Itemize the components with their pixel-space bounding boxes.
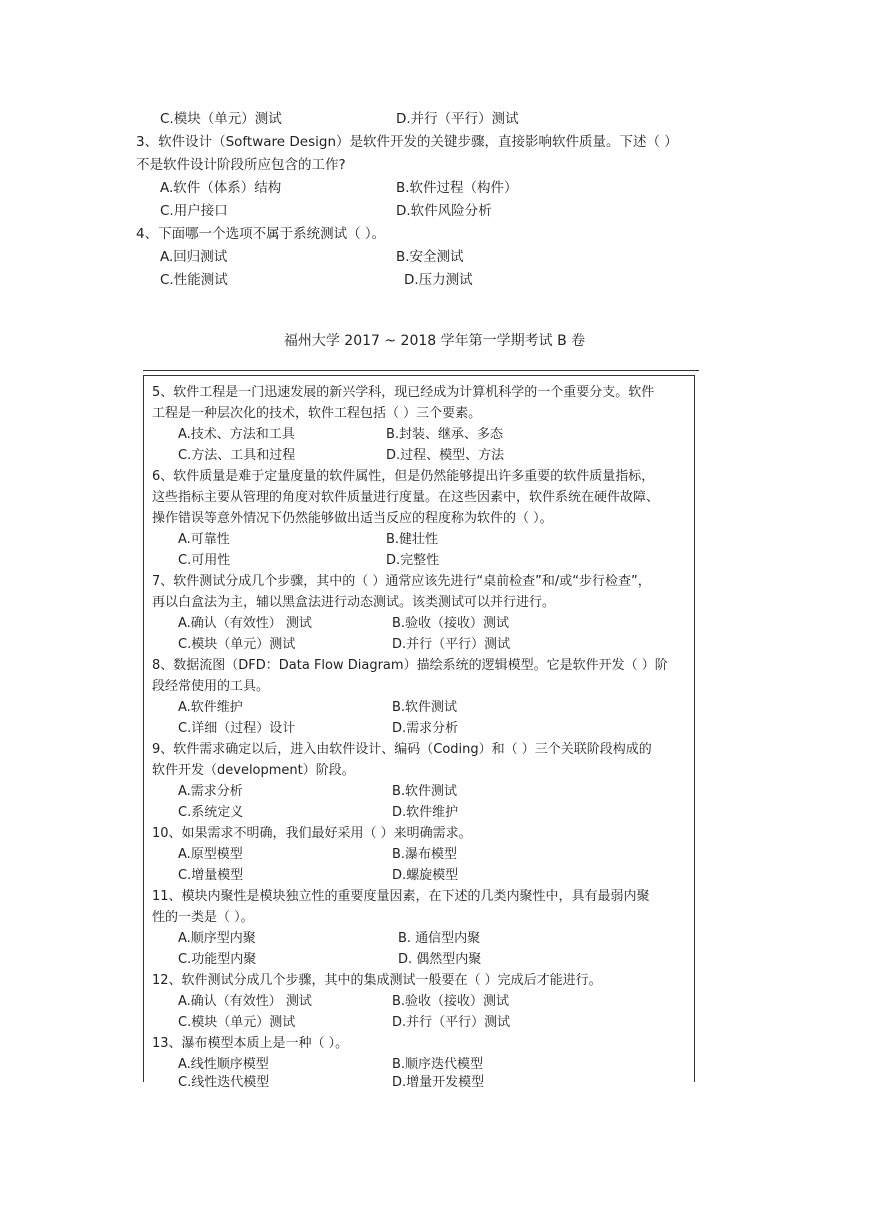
option-d: D. 偶然型内聚 xyxy=(398,952,482,967)
option-b: B.瀑布模型 xyxy=(392,847,458,862)
option-d: D.完整性 xyxy=(386,553,440,568)
question-text: 再以白盒法为主，辅以黑盒法进行动态测试。该类测试可以并行进行。 xyxy=(152,595,556,610)
option-c: C.模块（单元）测试 xyxy=(160,111,282,127)
question-text: 段经常使用的工具。 xyxy=(152,679,270,694)
option-a: A.回归测试 xyxy=(160,249,228,265)
question-text: 10、如果需求不明确，我们最好采用（ ）来明确需求。 xyxy=(152,826,472,841)
question-text: 12、软件测试分成几个步骤，其中的集成测试一般要在（ ）完成后才能进行。 xyxy=(152,973,602,988)
option-d: D.增量开发模型 xyxy=(392,1075,485,1090)
question-text: 3、软件设计（Software Design）是软件开发的关键步骤，直接影响软件质量。下述（ ） xyxy=(136,134,678,150)
option-d: D.并行（平行）测试 xyxy=(392,637,511,652)
option-d: D.并行（平行）测试 xyxy=(392,1015,511,1030)
question-text: 不是软件设计阶段所应包含的工作? xyxy=(136,157,346,173)
option-b: B.封装、继承、多态 xyxy=(386,427,504,442)
option-b: B.验收（接收）测试 xyxy=(392,616,510,631)
option-c: C.功能型内聚 xyxy=(178,952,257,967)
option-b: B.软件测试 xyxy=(392,700,458,715)
option-c: C.模块（单元）测试 xyxy=(178,1015,296,1030)
option-a: A.线性顺序模型 xyxy=(178,1057,269,1072)
header-divider xyxy=(143,370,699,371)
option-c: C.方法、工具和过程 xyxy=(178,448,296,463)
option-b: B.健壮性 xyxy=(386,532,439,547)
option-b: B.软件过程（构件） xyxy=(396,180,518,196)
option-a: A.软件（体系）结构 xyxy=(160,180,282,196)
question-text: 软件开发（development）阶段。 xyxy=(152,763,355,778)
option-a: A.确认（有效性） 测试 xyxy=(178,616,312,631)
option-a: A.需求分析 xyxy=(178,784,243,799)
option-b: B.验收（接收）测试 xyxy=(392,994,510,1009)
question-text: 7、软件测试分成几个步骤，其中的（ ）通常应该先进行“桌前检查”和/或“步行检查”， xyxy=(152,574,651,589)
option-d: D.软件维护 xyxy=(392,805,459,820)
question-text: 这些指标主要从管理的角度对软件质量进行度量。在这些因素中，软件系统在硬件故障、 xyxy=(152,490,660,505)
option-d: D.过程、模型、方法 xyxy=(386,448,505,463)
option-a: A.可靠性 xyxy=(178,532,230,547)
option-c: C.线性迭代模型 xyxy=(178,1075,270,1090)
option-a: A.软件维护 xyxy=(178,700,243,715)
boxed-question-section xyxy=(143,375,695,1090)
question-text: 11、模块内聚性是模块独立性的重要度量因素，在下述的几类内聚性中，具有最弱内聚 xyxy=(152,889,650,904)
option-a: A.顺序型内聚 xyxy=(178,931,256,946)
option-c: C.增量模型 xyxy=(178,868,244,883)
question-text: 8、数据流图（DFD：Data Flow Diagram）描绘系统的逻辑模型。它是软件开发（ ）阶 xyxy=(152,658,668,673)
option-a: A.技术、方法和工具 xyxy=(178,427,295,442)
question-text: 工程是一种层次化的技术，软件工程包括（ ）三个要素。 xyxy=(152,406,482,421)
question-text: 4、下面哪一个选项不属于系统测试（ ）。 xyxy=(136,226,386,242)
option-d: D.需求分析 xyxy=(392,721,459,736)
option-d: D.软件风险分析 xyxy=(396,203,492,219)
question-text: 6、软件质量是难于定量度量的软件属性，但是仍然能够提出许多重要的软件质量指标， xyxy=(152,469,655,484)
option-c: C.系统定义 xyxy=(178,805,244,820)
option-d: D.并行（平行）测试 xyxy=(396,111,519,127)
option-c: C.详细（过程）设计 xyxy=(178,721,296,736)
question-text: 9、软件需求确定以后，进入由软件设计、编码（Coding）和（ ）三个关联阶段构成的 xyxy=(152,742,652,757)
exam-header-title: 福州大学 2017 ~ 2018 学年第一学期考试 B 卷 xyxy=(283,333,586,349)
question-text: 操作错误等意外情况下仍然能够做出适当反应的程度称为软件的（ ）。 xyxy=(152,511,553,526)
option-a: A.原型模型 xyxy=(178,847,243,862)
question-text: 13、瀑布模型本质上是一种（ ）。 xyxy=(152,1036,349,1051)
option-c: C.用户接口 xyxy=(160,203,228,219)
option-b: B.软件测试 xyxy=(392,784,458,799)
question-text: 5、软件工程是一门迅速发展的新兴学科，现已经成为计算机科学的一个重要分支。软件 xyxy=(152,385,655,400)
option-b: B. 通信型内聚 xyxy=(398,931,481,946)
option-c: C.可用性 xyxy=(178,553,231,568)
question-text: 性的一类是（ ）。 xyxy=(152,910,254,925)
option-a: A.确认（有效性） 测试 xyxy=(178,994,312,1009)
option-d: D.压力测试 xyxy=(404,272,473,288)
option-b: B.顺序迭代模型 xyxy=(392,1057,484,1072)
option-d: D.螺旋模型 xyxy=(392,868,459,883)
option-c: C.模块（单元）测试 xyxy=(178,637,296,652)
option-b: B.安全测试 xyxy=(396,249,464,265)
option-c: C.性能测试 xyxy=(160,272,228,288)
